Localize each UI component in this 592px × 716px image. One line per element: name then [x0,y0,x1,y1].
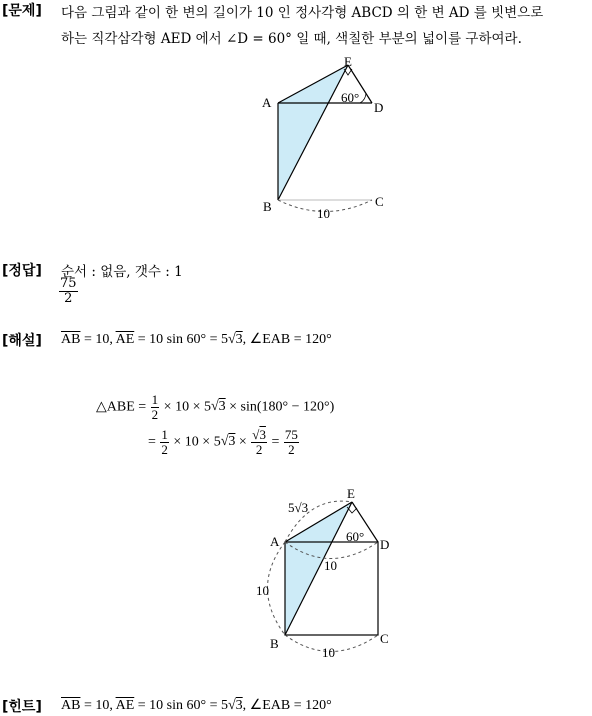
label-e-2: E [347,486,355,501]
label-bc-length: 10 [322,645,335,660]
segment-ae: $\overline{AE}$ [115,332,135,347]
answer-fraction [58,277,79,305]
equation-line-2: = $\frac{1}{2}$ × 10 × 5√3 × $\frac{√3}{2}$ = $\frac{75}{2}$ [148,427,298,457]
label-angle-2: 60° [346,529,365,544]
label-angle: 60° [341,90,360,105]
answer-denominator: 2 [64,290,73,306]
figure-square-triangle-1 [250,55,400,225]
hint-tag: [힌트] [2,699,42,715]
label-ae-length: 5√3 [288,500,309,515]
label-side: 10 [317,206,330,221]
segment-ab: $\overline{AB}$ [61,332,81,347]
label-b-2: B [270,636,279,651]
problem-line-2: 하는 직각삼각형 AED 에서 ∠D = 60° 일 때, 색칠한 부분의 넓이를 구하여라. [61,31,522,47]
label-c: C [375,194,384,209]
label-c-2: C [380,631,389,646]
solution-tag: [해설] [2,333,42,349]
label-b: B [263,199,272,214]
label-a-2: A [270,534,280,549]
problem-tag: [문제] [2,3,42,19]
problem-line-1: 다음 그림과 같이 한 변의 길이가 10 인 정사각형 ABCD 의 한 변 AD 를 빗변으로 [61,5,544,21]
answer-numerator: 75 [60,276,77,291]
label-d: D [374,100,384,115]
equation-line-1: △ABE = $\frac{1}{2}$ × 10 × 5√3 × sin(180° − 120°) [96,392,335,422]
answer-tag: [정답] [2,263,42,279]
label-e: E [344,55,352,69]
label-a: A [262,95,272,110]
answer-line: 순서 : 없음, 갯수 : 1 [61,264,183,280]
label-ab-length: 10 [256,583,269,598]
label-ad-length: 10 [324,558,337,573]
label-d-2: D [380,537,390,552]
figure-square-triangle-2 [250,480,400,665]
solution-line: $\overline{AB} = 10$, $\overline{AE} = 10$ sin 60° = 5√3, ∠EAB = 120° [61,332,332,347]
hint-line: $\overline{AB} = 10$, $\overline{AE} = 10$ sin 60° = 5√3, ∠EAB = 120° [61,698,332,713]
